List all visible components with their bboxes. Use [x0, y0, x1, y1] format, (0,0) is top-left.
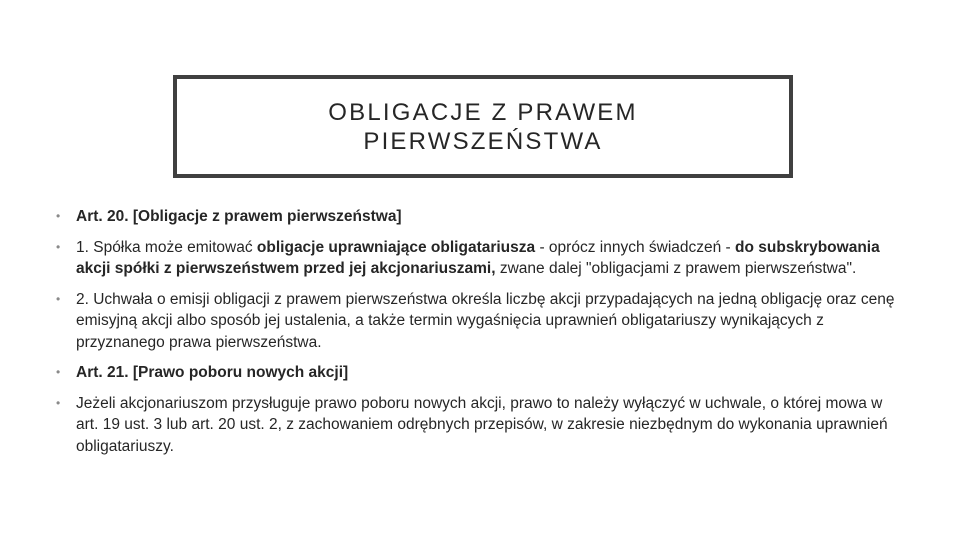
- bullet-segment: Jeżeli akcjonariuszom przysługuje prawo poboru nowych akcji, prawo to należy wyłączyć w uchwale, o której mowa w art. 19 ust. 3 lub art. 20 ust. 2, z zachowaniem odrębnych przepisów, w zakresie niezbędnym do wykonania uprawnień obligatariuszy.: [76, 394, 888, 455]
- title-line-2: PIERWSZEŃSTWA: [363, 127, 603, 155]
- bullet-item: [56, 362, 906, 384]
- title-line-1: OBLIGACJE Z PRAWEM: [328, 98, 638, 126]
- bullet-dot-icon: •: [56, 209, 61, 223]
- bullet-segment: zwane dalej "obligacjami z prawem pierwszeństwa".: [495, 260, 857, 277]
- bullet-text: [76, 395, 888, 455]
- bullet-segment: 1. Spółka może emitować: [76, 238, 257, 256]
- bullet-segment: - oprócz innych świadczeń -: [535, 238, 736, 256]
- bullet-text: [76, 291, 894, 351]
- bullet-segment: Art. 21. [Prawo poboru nowych akcji]: [76, 364, 349, 381]
- bullet-dot-icon: •: [56, 395, 61, 410]
- bullet-dot-icon: •: [56, 291, 61, 306]
- bullet-dot-icon: •: [56, 365, 61, 379]
- bullet-segment: do subskrybowania akcji spółki z pierwszeństwem przed jej akcjonariuszami,: [76, 238, 880, 277]
- bullet-text: [76, 239, 880, 278]
- bullet-item: [56, 289, 906, 354]
- bullet-text: [76, 208, 402, 225]
- bullet-text: [76, 364, 348, 381]
- bullet-dot-icon: •: [56, 239, 61, 254]
- bullet-item: [56, 393, 906, 458]
- bullet-segment: Art. 20. [Obligacje z prawem pierwszeństwa]: [76, 208, 402, 225]
- bullet-segment: obligacje uprawniające obligatariusza: [256, 238, 536, 256]
- title-box: [173, 75, 793, 178]
- bullet-list: [56, 206, 906, 457]
- bullet-item: [56, 237, 906, 280]
- bullet-item: [56, 206, 906, 228]
- bullet-segment: 2. Uchwała o emisji obligacji z prawem pierwszeństwa określa liczbę akcji przypadających na jedną obligację oraz cenę emisyjną akcji albo sposób jej ustalenia, a także termin wygaśnięcia uprawnień obligatariuszy wynikających z przyznanego prawa pierwszeństwa.: [76, 290, 895, 351]
